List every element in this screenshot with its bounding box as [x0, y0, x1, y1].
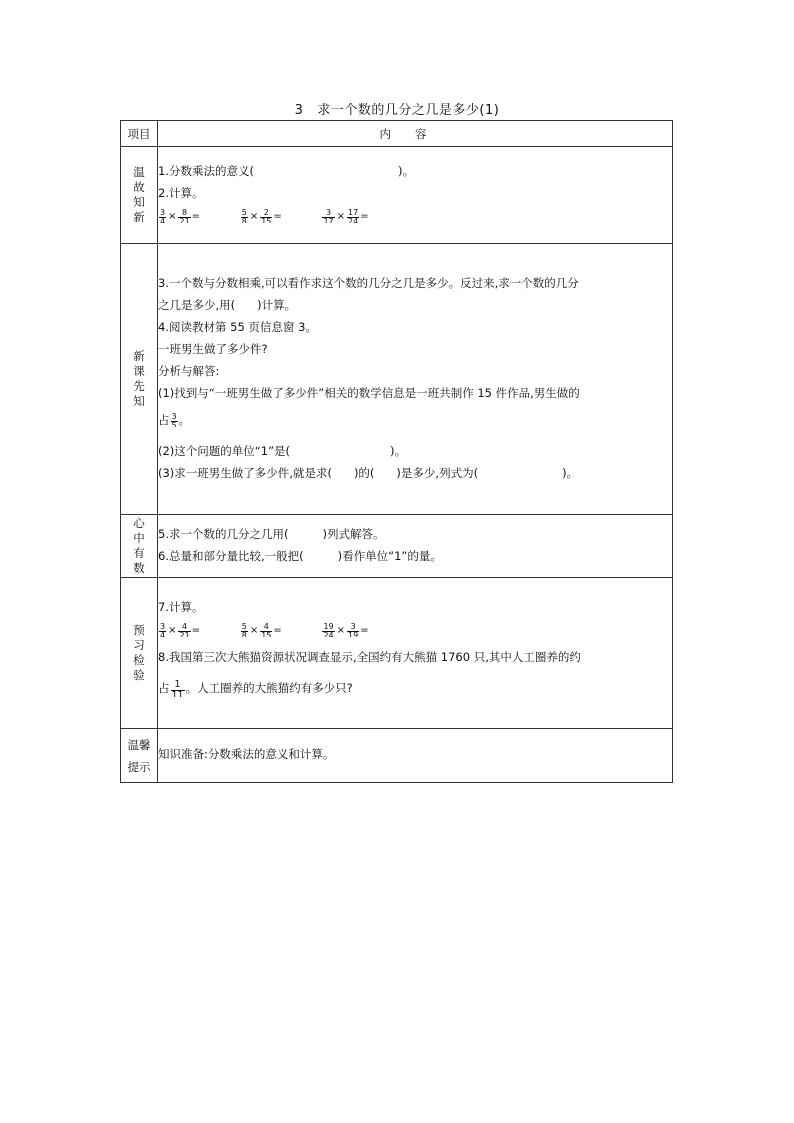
fraction: $\frac{8}{21}$ — [179, 208, 190, 223]
math-expression: $\frac{5}{8}$ × $\frac{2}{15}$ = — [241, 208, 282, 223]
math-expression: $\frac{3}{4}$ × $\frac{8}{21}$ = — [160, 208, 201, 223]
question-5: 5.求一个数的几分之几用( )列式解答。 — [158, 526, 385, 541]
title-number: 3 — [294, 103, 304, 118]
question-2: 2.计算。 — [158, 186, 204, 200]
question-8-line-2: 占 $\frac{1}{11}$ 。人工圈养的大熊猫约有多少只? — [158, 678, 353, 697]
label-char: 知 — [133, 394, 145, 408]
section-label-new — [121, 244, 158, 515]
label-char: 新 — [133, 349, 145, 363]
section-content-mind — [158, 515, 673, 578]
section-content-new — [158, 244, 673, 515]
q1-prefix: 1.分数乘法的意义( — [158, 164, 254, 178]
label-char: 检 — [133, 653, 145, 667]
section-tips — [121, 729, 673, 783]
fraction: $\frac{1}{11}$ — [171, 678, 184, 697]
label-char: 数 — [133, 561, 145, 575]
analysis-part-1-cont: 占 $\frac{3}{5}$ 。 — [158, 412, 191, 427]
header-content: 内容 — [158, 121, 673, 147]
fraction: $\frac{5}{8}$ — [241, 208, 247, 223]
question-3-line-2: 之几是多少,用( )计算。 — [158, 297, 297, 312]
section-review — [121, 147, 673, 244]
fraction: $\frac{17}{24}$ — [348, 208, 359, 223]
label-char: 有 — [133, 546, 145, 560]
fraction: $\frac{2}{15}$ — [261, 208, 272, 223]
fraction: $\frac{5}{8}$ — [241, 621, 247, 637]
section-content-preview — [158, 578, 673, 729]
section-label-tips — [121, 729, 158, 783]
fraction: $\frac{3}{4}$ — [160, 621, 166, 637]
analysis-part-3: (3)求一班男生做了多少件,就是求( )的( )是多少,列式为( )。 — [158, 465, 579, 480]
analysis-heading: 分析与解答: — [158, 363, 220, 378]
question-8-line-1: 8.我国第三次大熊猫资源状况调查显示,全国约有大熊猫 1760 只,其中人工圈养的约 — [158, 649, 581, 664]
math-expression: $\frac{3}{4}$ × $\frac{4}{21}$ = — [160, 621, 201, 637]
question-3-line-1: 3.一个数与分数相乘,可以看作求这个数的几分之几是多少。反过来,求一个数的几分 — [158, 275, 579, 290]
fraction: $\frac{19}{24}$ — [323, 621, 334, 637]
title-text: 求一个数的几分之几是多少(1) — [317, 103, 500, 118]
label-char: 习 — [133, 638, 145, 652]
math-expression: $\frac{19}{24}$ × $\frac{3}{19}$ = — [323, 621, 369, 637]
question-7: 7.计算。 — [158, 599, 204, 614]
header-row — [121, 121, 673, 147]
label-char: 课 — [133, 364, 145, 378]
q1-suffix: )。 — [397, 164, 414, 178]
label-char: 预 — [133, 623, 145, 637]
header-project: 项目 — [121, 121, 158, 147]
section-label-mind — [121, 515, 158, 578]
fraction: $\frac{4}{15}$ — [261, 621, 272, 637]
tips-text: 知识准备:分数乘法的意义和计算。 — [158, 747, 335, 761]
math-expression: $\frac{3}{17}$ × $\frac{17}{24}$ = — [323, 208, 369, 223]
label-char: 新 — [133, 210, 145, 224]
fraction: $\frac{3}{4}$ — [160, 208, 166, 223]
fraction: $\frac{3}{17}$ — [323, 208, 334, 223]
expression-row — [158, 621, 672, 639]
question-prompt: 一班男生做了多少件? — [158, 341, 268, 356]
worksheet-table — [120, 120, 673, 783]
fraction: $\frac{3}{5}$ — [171, 412, 177, 427]
label-char: 先 — [133, 379, 145, 393]
section-label-preview — [121, 578, 158, 729]
fraction: $\frac{3}{19}$ — [348, 621, 359, 637]
label-char: 心 — [133, 516, 145, 530]
analysis-part-2: (2)这个问题的单位“1”是( )。 — [158, 443, 407, 458]
question-1 — [158, 163, 672, 180]
page-title — [0, 99, 794, 118]
question-4: 4.阅读教材第 55 页信息窗 3。 — [158, 319, 317, 334]
label-text: 温馨 — [127, 737, 151, 752]
expression-row — [158, 207, 672, 225]
label-char: 验 — [133, 668, 145, 682]
label-char: 温 — [133, 165, 145, 179]
label-char: 知 — [133, 195, 145, 209]
section-mind — [121, 515, 673, 578]
label-char: 故 — [133, 180, 145, 194]
section-label-review — [121, 147, 158, 244]
question-6: 6.总量和部分量比较,一般把( )看作单位“1”的量。 — [158, 548, 442, 563]
label-char: 中 — [133, 531, 145, 545]
section-preview — [121, 578, 673, 729]
fraction: $\frac{4}{21}$ — [179, 621, 190, 637]
analysis-part-1: (1)找到与“一班男生做了多少件”相关的数学信息是一班共制作 15 件作品,男生做的 — [158, 385, 580, 400]
section-new — [121, 244, 673, 515]
label-text: 提示 — [127, 759, 151, 774]
section-content-tips — [158, 729, 673, 783]
section-content-review — [158, 147, 673, 244]
math-expression: $\frac{5}{8}$ × $\frac{4}{15}$ = — [241, 621, 282, 637]
